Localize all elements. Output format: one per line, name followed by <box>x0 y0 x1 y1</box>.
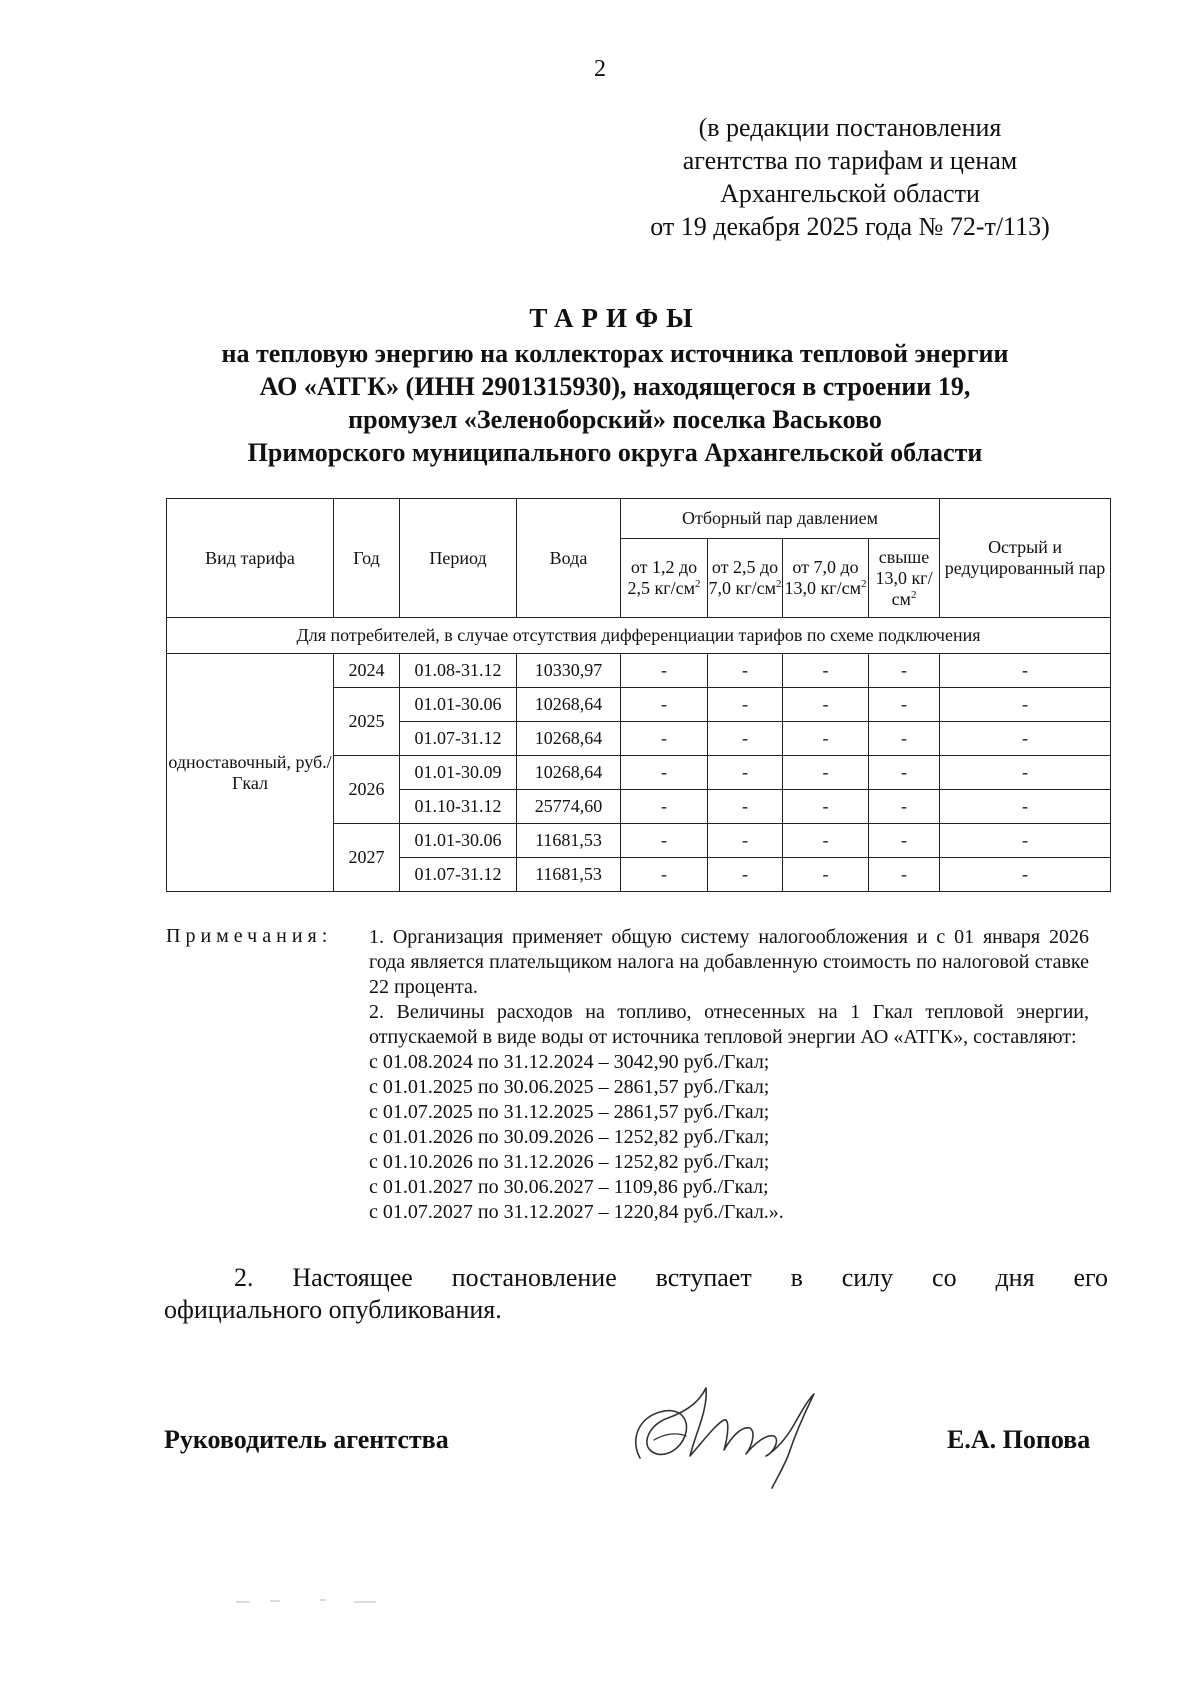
title-line-2: АО «АТГК» (ИНН 2901315930), находящегося в строении 19, <box>259 372 971 401</box>
title-main: ТАРИФЫ <box>529 303 701 333</box>
superscript: 2 <box>910 588 917 601</box>
water-cell: 11681,53 <box>517 858 621 892</box>
dash-cell: - <box>940 654 1111 688</box>
list-item: с 01.07.2027 по 31.12.2027 – 1220,84 руб./Гкал.». <box>369 1201 784 1223</box>
water-cell: 10268,64 <box>517 756 621 790</box>
dash-cell: - <box>940 756 1111 790</box>
note-2: 2. Величины расходов на топливо, отнесенных на 1 Гкал тепловой энергии, отпускаемой в виде воды от источника тепловой энергии АО «АТГК», составляют: <box>369 1001 1089 1048</box>
dash-cell: - <box>783 824 869 858</box>
title-line-1: на тепловую энергию на коллекторах источника тепловой энергии <box>221 339 1009 368</box>
list-item: с 01.01.2025 по 30.06.2025 – 2861,57 руб./Гкал; <box>369 1076 770 1098</box>
edition-line-2: агентства по тарифам и ценам <box>682 146 1018 175</box>
list-item: с 01.01.2026 по 30.09.2026 – 1252,82 руб./Гкал; <box>369 1126 770 1148</box>
edition-line-1: (в редакции постановления <box>698 113 1002 142</box>
year-cell: 2026 <box>334 756 400 824</box>
dash-cell: - <box>621 654 708 688</box>
dash-cell: - <box>869 688 940 722</box>
year-cell: 2024 <box>334 654 400 688</box>
dash-cell: - <box>869 790 940 824</box>
dash-cell: - <box>783 722 869 756</box>
period-cell: 01.01-30.06 <box>400 688 517 722</box>
year-cell: 2027 <box>334 824 400 892</box>
dash-cell: - <box>621 790 708 824</box>
notes-label: Примечания: <box>166 925 333 947</box>
list-item: с 01.10.2026 по 31.12.2026 – 1252,82 руб./Гкал; <box>369 1151 770 1173</box>
dash-cell: - <box>940 688 1111 722</box>
water-cell: 11681,53 <box>517 824 621 858</box>
dash-cell: - <box>621 688 708 722</box>
dash-cell: - <box>783 790 869 824</box>
period-cell: 01.07-31.12 <box>400 722 517 756</box>
header-tariff-type: Вид тарифа <box>167 499 334 618</box>
dash-cell: - <box>869 722 940 756</box>
header-pressure-2-text: от 2,5 до 7,0 кг/см <box>708 557 779 598</box>
header-pressure-1-text: от 1,2 до 2,5 кг/см <box>627 557 698 598</box>
signatory-name: Е.А. Попова <box>947 1425 1091 1454</box>
table-subheader: Для потребителей, в случае отсутствия дифференциации тарифов по схеме подключения <box>167 618 1111 654</box>
dash-cell: - <box>869 858 940 892</box>
header-pressure-2 <box>708 539 783 618</box>
water-cell: 10268,64 <box>517 688 621 722</box>
header-sharp-steam: Острый и редуцированный пар <box>940 499 1111 618</box>
dash-cell: - <box>708 722 783 756</box>
note-1: 1. Организация применяет общую систему налогообложения и с 01 января 2026 года является плательщиком налога на добавленную стоимость по налоговой ставке 22 процента. <box>369 926 1089 998</box>
superscript: 2 <box>776 578 782 590</box>
header-pressure-1 <box>621 539 708 618</box>
dash-cell: - <box>708 688 783 722</box>
title-line-4: Приморского муниципального округа Архангельской области <box>247 438 983 467</box>
dash-cell: - <box>940 722 1111 756</box>
header-year: Год <box>334 499 400 618</box>
clause-line-1: 2. Настоящее постановление вступает в силу со дня его <box>234 1263 1108 1292</box>
period-cell: 01.08-31.12 <box>400 654 517 688</box>
tariff-type-cell: одноставочный, руб./Гкал <box>167 654 334 892</box>
edition-line-3: Архангельской области <box>720 179 980 208</box>
clause-line-2: официального опубликования. <box>164 1295 502 1324</box>
water-cell: 25774,60 <box>517 790 621 824</box>
dash-cell: - <box>708 858 783 892</box>
superscript: 2 <box>861 578 867 590</box>
dash-cell: - <box>621 824 708 858</box>
signatory-role: Руководитель агентства <box>164 1425 449 1454</box>
dash-cell: - <box>783 654 869 688</box>
dash-cell: - <box>869 824 940 858</box>
document-title <box>150 301 1080 469</box>
dash-cell: - <box>940 790 1111 824</box>
dash-cell: - <box>621 722 708 756</box>
period-cell: 01.01-30.09 <box>400 756 517 790</box>
year-cell: 2025 <box>334 688 400 756</box>
dash-cell: - <box>708 756 783 790</box>
dash-cell: - <box>708 790 783 824</box>
list-item: с 01.01.2027 по 30.06.2027 – 1109,86 руб./Гкал; <box>369 1176 769 1198</box>
period-cell: 01.10-31.12 <box>400 790 517 824</box>
dash-cell: - <box>940 858 1111 892</box>
header-pressure-3-text: от 7,0 до 13,0 кг/см <box>784 557 861 598</box>
dash-cell: - <box>621 858 708 892</box>
header-steam-group: Отборный пар давлением <box>621 499 940 539</box>
period-cell: 01.01-30.06 <box>400 824 517 858</box>
notes-block <box>369 925 1089 1225</box>
scan-specks <box>236 1596 436 1606</box>
edition-line-4: от 19 декабря 2025 года № 72-т/113) <box>650 212 1050 241</box>
edition-note <box>600 111 1100 243</box>
water-cell: 10330,97 <box>517 654 621 688</box>
header-pressure-4-text: свыше 13,0 кг/см <box>875 546 933 609</box>
period-cell: 01.07-31.12 <box>400 858 517 892</box>
header-pressure-3 <box>783 539 869 618</box>
fuel-cost-list <box>369 1050 1089 1225</box>
dash-cell: - <box>783 688 869 722</box>
table-row <box>167 654 1111 688</box>
dash-cell: - <box>783 756 869 790</box>
water-cell: 10268,64 <box>517 722 621 756</box>
dash-cell: - <box>940 824 1111 858</box>
title-line-3: промузел «Зеленоборский» поселка Васьково <box>348 405 882 434</box>
dash-cell: - <box>869 756 940 790</box>
clause-2 <box>164 1262 1108 1326</box>
page-number: 2 <box>594 56 606 82</box>
superscript: 2 <box>695 578 701 590</box>
dash-cell: - <box>783 858 869 892</box>
header-pressure-4 <box>869 539 940 618</box>
dash-cell: - <box>621 756 708 790</box>
dash-cell: - <box>708 654 783 688</box>
dash-cell: - <box>869 654 940 688</box>
tariff-table <box>166 498 1111 892</box>
handwritten-signature <box>620 1380 820 1490</box>
dash-cell: - <box>708 824 783 858</box>
list-item: с 01.08.2024 по 31.12.2024 – 3042,90 руб./Гкал; <box>369 1051 770 1073</box>
header-period: Период <box>400 499 517 618</box>
header-water: Вода <box>517 499 621 618</box>
list-item: с 01.07.2025 по 31.12.2025 – 2861,57 руб./Гкал; <box>369 1101 770 1123</box>
